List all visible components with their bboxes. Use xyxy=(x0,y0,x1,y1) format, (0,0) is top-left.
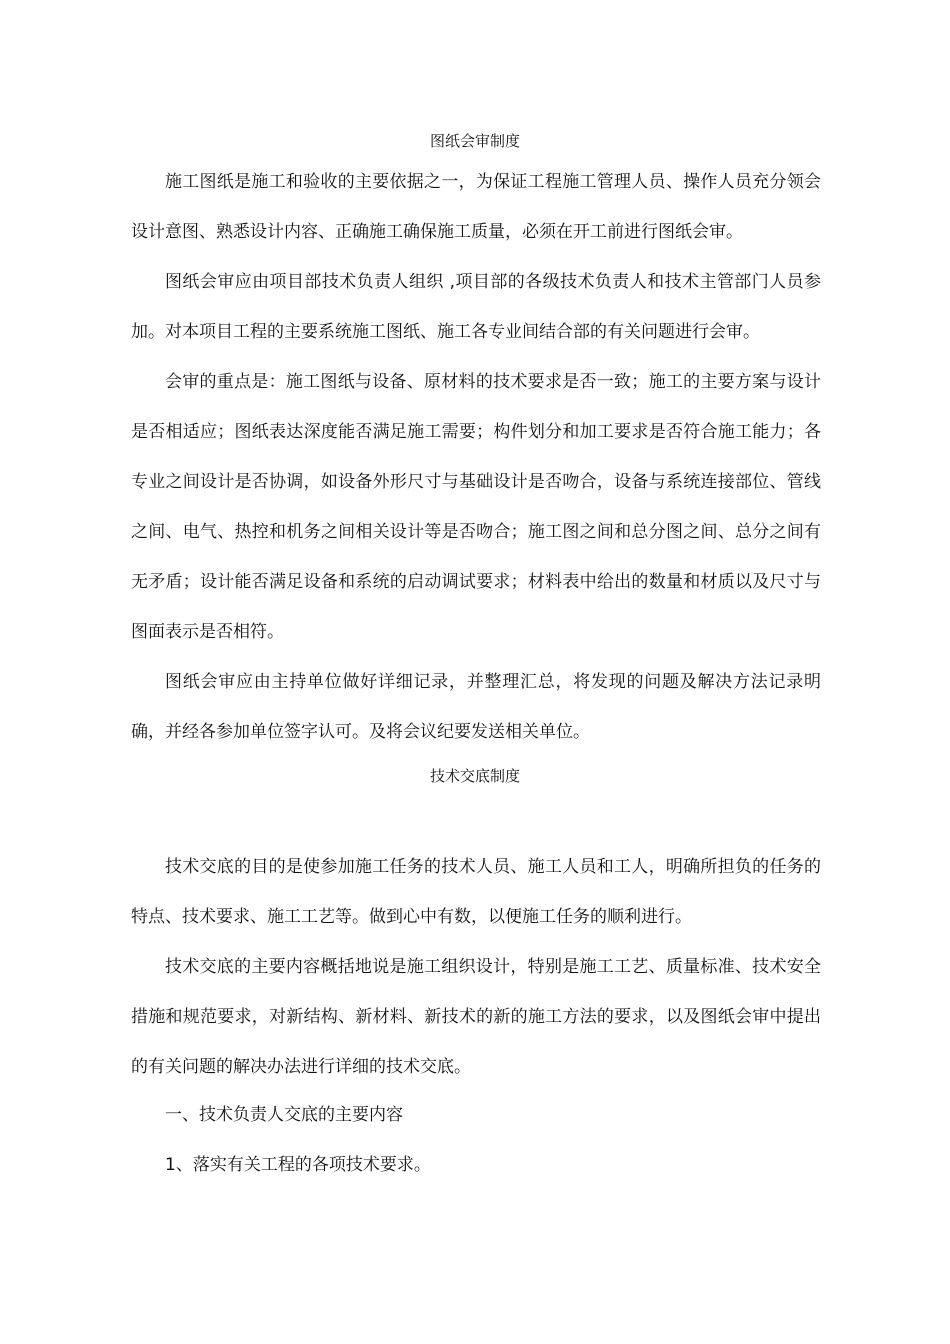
paragraph-drawing-review-records: 图纸会审应由主持单位做好详细记录，并整理汇总，将发现的问题及解决方法记录明确，并经各参加单位签字认可。及将会议纪要发送相关单位。 xyxy=(131,672,821,742)
paragraph-disclosure-content: 技术交底的主要内容概括地说是施工组织设计，特别是施工工艺、质量标准、技术安全措施和规范要求，对新结构、新材料、新技术的新的施工方法的要求，以及图纸会审中提出的有关问题的解决办法进行详细的技术交底。 xyxy=(131,957,821,1077)
paragraph-drawing-review-organizer: 图纸会审应由项目部技术负责人组织 ,项目部的各级技术负责人和技术主管部门人员参加。对本项目工程的主要系统施工图纸、施工各专业间结合部的有关问题进行会审。 xyxy=(131,272,821,342)
paragraph-drawing-review-key-points: 会审的重点是：施工图纸与设备、原材料的技术要求是否一致；施工的主要方案与设计是否相适应；图纸表达深度能否满足施工需要；构件划分和加工要求是否符合施工能力；各专业之间设计是否协调，如设备外形尺寸与基础设计是否吻合，设备与系统连接部位、管线之间、电气、热控和机务之间相关设计等是否吻合；施工图之间和总分图之间、总分之间有无矛盾；设计能否满足设备和系统的启动调试要求；材料表中给出的数量和材质以及尺寸与图面表示是否相符。 xyxy=(131,372,821,642)
paragraph-disclosure-purpose: 技术交底的目的是使参加施工任务的技术人员、施工人员和工人，明确所担负的任务的特点、技术要求、施工工艺等。做到心中有数，以便施工任务的顺利进行。 xyxy=(131,857,821,927)
list-item-1: 1、落实有关工程的各项技术要求。 xyxy=(165,1155,431,1175)
section-title-drawing-review: 图纸会审制度 xyxy=(429,132,520,150)
paragraph-drawing-review-purpose: 施工图纸是施工和验收的主要依据之一，为保证工程施工管理人员、操作人员充分领会设计意图、熟悉设计内容、正确施工确保施工质量，必须在开工前进行图纸会审。 xyxy=(131,172,821,242)
section-title-technical-disclosure: 技术交底制度 xyxy=(429,767,520,785)
list-heading-tech-lead-disclosure: 一、技术负责人交底的主要内容 xyxy=(165,1105,403,1125)
